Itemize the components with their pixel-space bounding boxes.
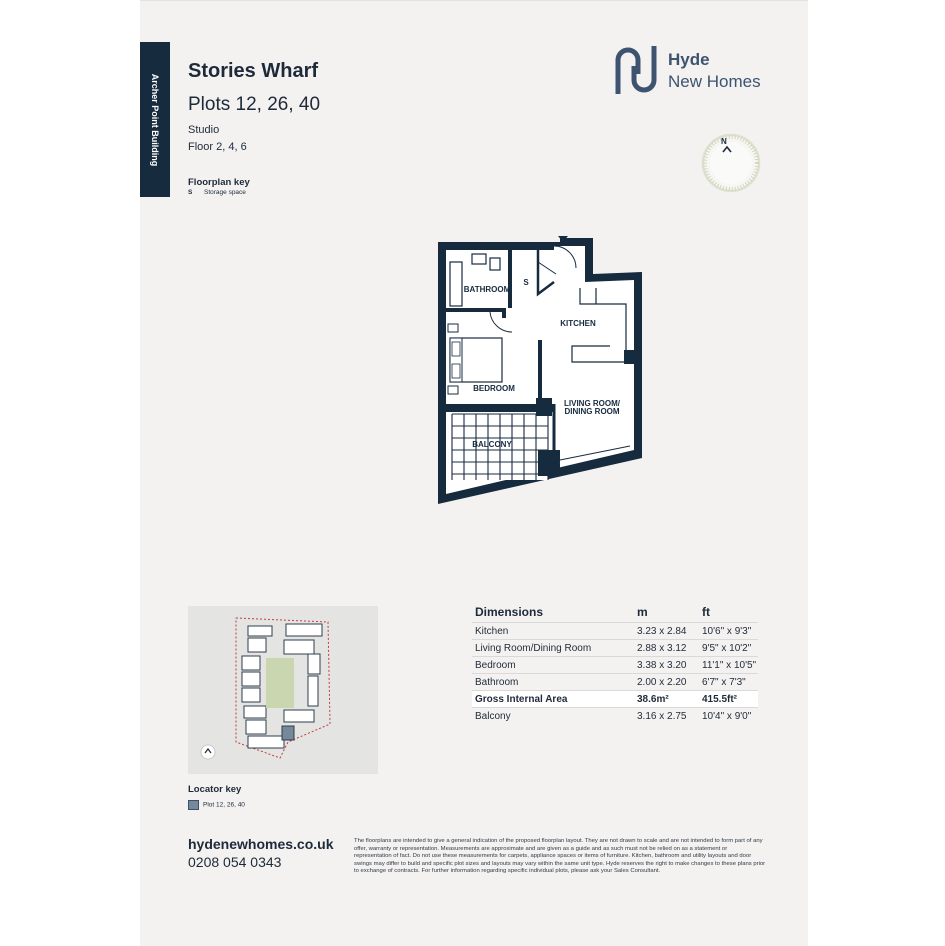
storage-label: Storage space: [204, 189, 246, 196]
table-row: [472, 640, 758, 657]
room-label-bathroom: BATHROOM: [463, 285, 511, 294]
room-imperial: 10'4" x 9'0": [699, 708, 758, 725]
building-name: Archer Point Building: [150, 73, 160, 167]
room-imperial: 9'5" x 10'2": [699, 640, 758, 657]
highlighted-plot: [282, 726, 294, 740]
room-imperial: 10'6" x 9'3": [699, 623, 758, 640]
table-row: [472, 708, 758, 725]
room-metric: 2.88 x 3.12: [634, 640, 699, 657]
compass-icon: [700, 132, 762, 194]
locator-key-row: [188, 800, 245, 810]
dimensions-header-m: m: [637, 605, 648, 619]
locator-key-title: Locator key: [188, 784, 242, 795]
room-name: Balcony: [472, 708, 634, 725]
room-metric: 3.38 x 3.20: [634, 657, 699, 674]
website-link[interactable]: hydenewhomes.co.uk: [188, 836, 334, 852]
room-name: Living Room/Dining Room: [472, 640, 634, 657]
compass-north-label: N: [721, 137, 727, 146]
room-name: Kitchen: [472, 623, 634, 640]
room-metric: 3.16 x 2.75: [634, 708, 699, 725]
room-metric: 38.6m²: [634, 691, 699, 708]
table-row: [472, 674, 758, 691]
room-metric: 3.23 x 2.84: [634, 623, 699, 640]
development-title: Stories Wharf: [188, 60, 319, 82]
room-name: Bathroom: [472, 674, 634, 691]
building-tab: [140, 42, 170, 197]
plots-heading: Plots 12, 26, 40: [188, 94, 321, 115]
room-imperial: 415.5ft²: [699, 691, 758, 708]
locator-map: [188, 606, 378, 774]
unit-type: Studio: [188, 124, 220, 136]
locator-swatch: [188, 800, 199, 810]
phone-number[interactable]: 0208 054 0343: [188, 854, 282, 870]
hyde-logo-icon: [614, 44, 658, 96]
room-imperial: 11'1" x 10'5": [699, 657, 758, 674]
room-label-living-2: DINING ROOM: [564, 407, 620, 416]
floor-plan: [430, 232, 650, 507]
room-label-living-1: LIVING ROOM/: [564, 399, 620, 408]
room-name: Gross Internal Area: [472, 691, 634, 708]
dimensions-header-name: Dimensions: [475, 605, 544, 619]
room-label-kitchen: KITCHEN: [560, 319, 596, 328]
floor-list: Floor 2, 4, 6: [188, 141, 247, 153]
storage-code: S: [188, 189, 193, 196]
floorplan-key-row: [188, 189, 246, 196]
table-row: [472, 623, 758, 640]
site-plan: [188, 606, 378, 774]
dimensions-table: [472, 604, 758, 724]
logo-wordmark-line2: New Homes: [668, 72, 761, 91]
gross-internal-area-row: [472, 691, 758, 708]
table-row: [472, 657, 758, 674]
room-label-storage: S: [523, 278, 529, 287]
locator-label: Plot 12, 26, 40: [203, 801, 245, 809]
logo-wordmark-line1: Hyde: [668, 50, 710, 69]
room-metric: 2.00 x 2.20: [634, 674, 699, 691]
floorplan-key-title: Floorplan key: [188, 177, 250, 188]
room-label-bedroom: BEDROOM: [473, 384, 515, 393]
dimensions-header-ft: ft: [702, 605, 710, 619]
disclaimer-text: The floorplans are intended to give a general indication of the proposed floorplan layout. They are not drawn to scale and are not intended to form part of any offer, warranty or representation. Measurements are approximate and are given as a guide and as such must not be relied on as a statement or representation of fact. Do not use these measurements for carpets, appliance spaces or items of furniture. Kitchen, bathroom and utility layouts and door swings may differ to build and specific plot sizes and layouts may vary within the same unit type. Hyde reserves the right to make changes to these plans prior to exchange of contracts. For further information regarding specific individual plots, please ask your Sales Consultant.: [354, 838, 766, 875]
room-imperial: 6'7" x 7'3": [699, 674, 758, 691]
room-label-balcony: BALCONY: [472, 440, 512, 449]
dimensions-header: [472, 604, 758, 623]
courtyard-green: [266, 658, 294, 708]
room-name: Bedroom: [472, 657, 634, 674]
